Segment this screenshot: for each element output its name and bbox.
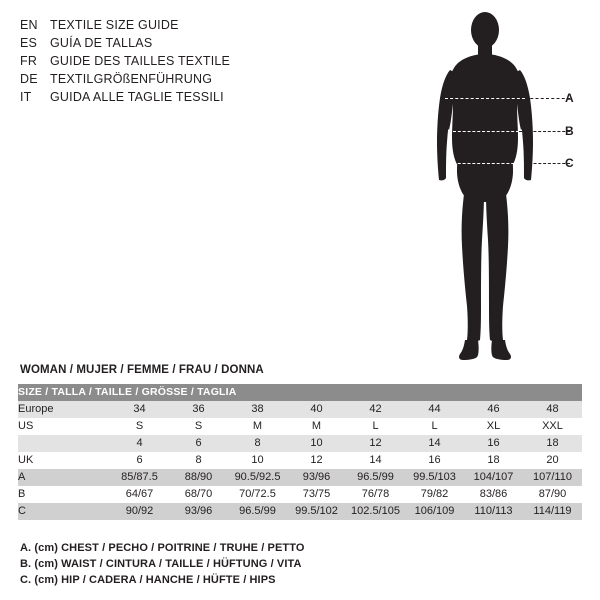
cell: S: [169, 418, 228, 435]
cell: 102.5/105: [346, 503, 405, 520]
cell: 70/72.5: [228, 486, 287, 503]
cell: 93/96: [169, 503, 228, 520]
cell: 10: [287, 435, 346, 452]
cell: 6: [110, 452, 169, 469]
cell: 36: [169, 401, 228, 418]
cell: 85/87.5: [110, 469, 169, 486]
cell: XXL: [523, 418, 582, 435]
measure-line-b-inner: [453, 131, 519, 132]
table-caption: WOMAN / MUJER / FEMME / FRAU / DONNA: [20, 364, 264, 376]
female-body-figure: [380, 8, 590, 368]
cell: 110/113: [464, 503, 523, 520]
table-row: [18, 452, 582, 469]
language-row-en: [20, 16, 350, 34]
cell: L: [405, 418, 464, 435]
cell: XL: [464, 418, 523, 435]
measurement-notes: [20, 540, 440, 588]
measure-line-b-outer: [519, 131, 570, 132]
cell: 10: [228, 452, 287, 469]
cell: 76/78: [346, 486, 405, 503]
table-header-label: SIZE / TALLA / TAILLE / GRÖSSE / TAGLIA: [18, 384, 582, 401]
language-row-it: [20, 88, 350, 106]
cell: 96.5/99: [228, 503, 287, 520]
cell: S: [110, 418, 169, 435]
cell: 48: [523, 401, 582, 418]
cell: 12: [287, 452, 346, 469]
cell: 87/90: [523, 486, 582, 503]
measure-label-a: A: [565, 91, 574, 105]
language-row-de: [20, 70, 350, 88]
female-silhouette-icon: [380, 8, 590, 368]
cell: 93/96: [287, 469, 346, 486]
cell: 104/107: [464, 469, 523, 486]
cell: 114/119: [523, 503, 582, 520]
cell: 8: [169, 452, 228, 469]
cell: 90.5/92.5: [228, 469, 287, 486]
cell: 34: [110, 401, 169, 418]
language-header-block: [20, 16, 350, 106]
cell: 6: [169, 435, 228, 452]
language-code-it: IT: [20, 90, 32, 104]
cell: 88/90: [169, 469, 228, 486]
table-header-row: [18, 384, 582, 401]
cell: 44: [405, 401, 464, 418]
language-title-es: GUÍA DE TALLAS: [50, 36, 153, 50]
cell: 16: [464, 435, 523, 452]
measure-label-c: C: [565, 156, 574, 170]
language-title-it: GUIDA ALLE TAGLIE TESSILI: [50, 90, 224, 104]
table-row: [18, 486, 582, 503]
cell: 68/70: [169, 486, 228, 503]
table-row: [18, 401, 582, 418]
language-row-fr: [20, 52, 350, 70]
row-label-c: C: [18, 503, 110, 520]
note-b: B. (cm) WAIST / CINTURA / TAILLE / HÜFTUNG / VITA: [20, 558, 302, 570]
cell: 14: [346, 452, 405, 469]
row-label-uk: UK: [18, 452, 110, 469]
language-code-es: ES: [20, 36, 38, 50]
cell: 96.5/99: [346, 469, 405, 486]
language-title-en: TEXTILE SIZE GUIDE: [50, 18, 179, 32]
cell: 20: [523, 452, 582, 469]
language-title-fr: GUIDE DES TAILLES TEXTILE: [50, 54, 231, 68]
cell: 106/109: [405, 503, 464, 520]
row-label-us-numeric: [18, 435, 110, 452]
cell: 8: [228, 435, 287, 452]
cell: 18: [523, 435, 582, 452]
cell: 42: [346, 401, 405, 418]
row-label-b: B: [18, 486, 110, 503]
table-row: [18, 435, 582, 452]
cell: 64/67: [110, 486, 169, 503]
size-table: [18, 384, 582, 520]
language-code-de: DE: [20, 72, 38, 86]
measure-label-b: B: [565, 124, 574, 138]
measure-line-c-outer: [524, 163, 570, 164]
cell: 79/82: [405, 486, 464, 503]
language-row-es: [20, 34, 350, 52]
cell: M: [287, 418, 346, 435]
cell: L: [346, 418, 405, 435]
row-label-us: US: [18, 418, 110, 435]
cell: 46: [464, 401, 523, 418]
note-c: C. (cm) HIP / CADERA / HANCHE / HÜFTE / HIPS: [20, 574, 276, 586]
cell: 4: [110, 435, 169, 452]
cell: 12: [346, 435, 405, 452]
measure-line-a-outer: [525, 98, 570, 99]
measure-line-a-inner: [445, 98, 525, 99]
table-row: [18, 469, 582, 486]
cell: 99.5/103: [405, 469, 464, 486]
measure-line-c-inner: [448, 163, 524, 164]
cell: 99.5/102: [287, 503, 346, 520]
cell: 14: [405, 435, 464, 452]
cell: 18: [464, 452, 523, 469]
note-a: A. (cm) CHEST / PECHO / POITRINE / TRUHE / PETTO: [20, 542, 305, 554]
row-label-a: A: [18, 469, 110, 486]
cell: 107/110: [523, 469, 582, 486]
cell: 38: [228, 401, 287, 418]
table-row: [18, 503, 582, 520]
language-title-de: TEXTILGRÖßENFÜHRUNG: [50, 72, 213, 86]
cell: 83/86: [464, 486, 523, 503]
language-code-fr: FR: [20, 54, 38, 68]
cell: 73/75: [287, 486, 346, 503]
cell: 16: [405, 452, 464, 469]
language-code-en: EN: [20, 18, 38, 32]
table-row: [18, 418, 582, 435]
cell: M: [228, 418, 287, 435]
cell: 90/92: [110, 503, 169, 520]
cell: 40: [287, 401, 346, 418]
row-label-europe: Europe: [18, 401, 110, 418]
